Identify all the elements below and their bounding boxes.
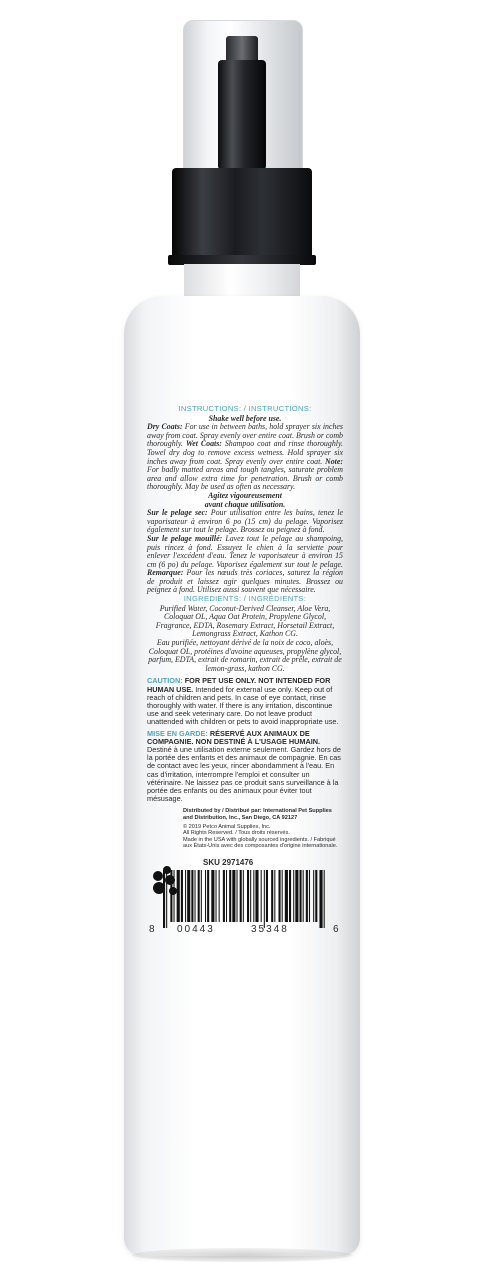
caution-bold: FOR PET USE ONLY. NOT INTENDED FOR HUMAN USE. [147, 676, 331, 694]
ingredients-fr: Eau purifiée, nettoyant dérivé de la noix de coco, aloès, Coloquat OL, protéines d'avoine aqueuses, propylène glycol, parfum, EDTA, extrait de romarin, extrait de prêle, extrait de lemon-grass, kathon CG. [148, 638, 342, 673]
made-in-usa: Made in the USA with globally sourced ingredients. / Fabriqué aux États-Unis avec des composantes d'origine internationale. [183, 836, 338, 850]
mise-en-garde-block [147, 730, 343, 804]
remark-title: Remarque: [147, 568, 184, 578]
mise-en-garde-text: Destiné à une utilisation externe seulement. Gardez hors de la portée des enfants et des animaux de compagnie. En cas de contact avec les yeux, rincer abondamment à l'eau. En cas d'irritation, interrompre l'emploi et consulter un vétérinaire. Ne laissez pas ce produit sans surveillance à la portée des enfants ou des animaux pour éviter tout mésusage. [147, 745, 341, 804]
barcode-bar [261, 870, 262, 922]
barcode-bar [219, 870, 220, 922]
barcode-bar [303, 870, 304, 922]
barcode-bars [159, 870, 329, 928]
barcode-bar [243, 870, 244, 922]
barcode-bar [313, 870, 314, 922]
barcode-bar [232, 870, 235, 922]
dry-coats-text: For use in between baths, hold sprayer six inches away from coat. Spray evenly over entire coat. Brush or comb thoroughly. [147, 422, 343, 449]
barcode-last-digit: 6 [333, 923, 339, 935]
wet-fr-text: Lavez tout le pelage au shampoing, puis rincez à fond. Essuyez le chien à la serviette pour enlever l'excédent d'eau. Tenez le vaporisateur à environ 15 cm (6 po) du pelage. Vaporisez également sur tout le pelage. [147, 533, 343, 569]
ingredients-header: INGREDIENTS: / INGRÉDIENTS: [183, 594, 307, 604]
bottle-shadow [132, 1248, 352, 1262]
barcode-left-digits: 00443 [177, 923, 215, 935]
barcode-bar [255, 870, 258, 922]
barcode-bar [216, 870, 217, 922]
barcode-bar [205, 870, 206, 922]
barcode-bar [185, 870, 186, 922]
wet-coats-title: Wet Coats: [185, 439, 222, 449]
instructions-en [147, 423, 343, 492]
barcode-bar [207, 870, 209, 922]
barcode-bar [306, 870, 308, 922]
bubble-logo-icon [147, 862, 183, 898]
barcode-bar [229, 870, 231, 922]
barcode-bar [247, 870, 249, 922]
caution-block [147, 677, 343, 726]
instructions-fr-dry [147, 509, 343, 535]
distributed-by: Distributed by / Distribué par: International Pet Supplies and Distribution, Inc., San Diego, CA 92127 [183, 808, 332, 822]
distributor-block [147, 808, 343, 850]
barcode-bar [191, 870, 193, 922]
barcode-bar [279, 870, 281, 922]
barcode-first-digit: 8 [149, 923, 155, 935]
black-spray-collar [172, 168, 312, 260]
barcode-bar [282, 870, 283, 922]
barcode-bar [293, 870, 294, 922]
instructions-header: INSTRUCTIONS: / INSTRUCTIONS: [178, 404, 312, 413]
barcode-bar [201, 870, 202, 922]
shake-well-fr-2: avant chaque utilisation. [204, 499, 286, 509]
note-title: Note: [325, 456, 343, 466]
barcode-bar [253, 870, 254, 922]
barcode-bar [266, 870, 268, 922]
sku-number: SKU 2971476 [203, 858, 254, 868]
caution-label: CAUTION: [147, 676, 183, 686]
dry-coats-title: Dry Coats: [147, 422, 183, 432]
barcode-bar [289, 870, 291, 922]
product-label [147, 405, 343, 938]
copyright: © 2019 Petco Animal Supplies, Inc. [183, 823, 271, 830]
dry-fr-text: Pour utilisation entre les bains, tenez le vaporisateur à environ 6 po (15 cm) du pelage. Vaporisez également sur tout le pelage. Brossez ou peignez à fond. [147, 508, 343, 535]
instructions-fr-wet [147, 535, 343, 595]
barcode-bar [195, 870, 196, 922]
barcode-bar [295, 870, 298, 922]
barcode-bar [300, 870, 302, 922]
barcode-right-digits: 35348 [251, 923, 289, 935]
barcode-bar [274, 870, 275, 922]
wet-fr-title: Sur le pelage mouillé: [147, 533, 223, 543]
barcode-bar [309, 870, 310, 922]
remark-text: Pour les nœuds très coriaces, saturez la région de produit et laissez agir quelques minutes. Brossez ou peignez à fond. Utilisez aussi souvent que nécessaire. [147, 568, 343, 595]
barcode-bar [271, 870, 273, 922]
barcode-bar [211, 870, 214, 922]
barcode-bar [315, 870, 317, 922]
mise-en-garde-label: MISE EN GARDE: [147, 728, 208, 738]
shake-well-en: Shake well before use. [208, 413, 282, 423]
barcode-bar [250, 870, 251, 922]
spray-nozzle [218, 60, 266, 170]
mise-en-garde-bold: RÉSERVÉ AUX ANIMAUX DE COMPAGNIE. NON DESTINÉ À L'USAGE HUMAIN. [147, 728, 321, 746]
wet-coats-text: Shampoo coat and rinse thoroughly. Towel dry dog to remove excess wetness. Hold sprayer six inches away from coat. Spray evenly over entire coat. [147, 439, 343, 466]
barcode-bar [264, 870, 265, 928]
barcode-bar [240, 870, 242, 922]
barcode-bar [187, 870, 190, 922]
barcode-bar [226, 870, 227, 922]
shake-well-fr-1: Agitez vigoureusement [208, 490, 282, 500]
barcode-bar [285, 870, 288, 922]
caution-text: Intended for external use only. Keep out of reach of children and pets. In case of eye contact, rinse thoroughly with water. If there is any irritation, discontinue use and seek veterinary care. Do not leave product unattended with children or pets to avoid inappropriate use. [147, 684, 339, 727]
barcode-bar [324, 870, 325, 928]
barcode-bar [319, 870, 322, 928]
barcode-bar [198, 870, 200, 922]
ingredients-en: Purified Water, Coconut-Derived Cleanser, Aloe Vera, Coloquat OL, Aqua Oat Protein, Propylene Glycol, Fragrance, EDTA, Rosemary Extract, Horsetail Extract, Lemongrass Extract, Kathon CG. [155, 603, 335, 639]
barcode-bar [237, 870, 238, 922]
rights-reserved: All Rights Reserved. / Tous droits réservés. [183, 830, 290, 837]
barcode-bar [223, 870, 225, 922]
dry-fr-title: Sur le pelage sec: [147, 508, 208, 518]
note-text: For badly matted areas and tough tangles, saturate problem area and allow extra time for penetration. Brush or comb thoroughly. May be used as often as necessary. [147, 465, 343, 492]
